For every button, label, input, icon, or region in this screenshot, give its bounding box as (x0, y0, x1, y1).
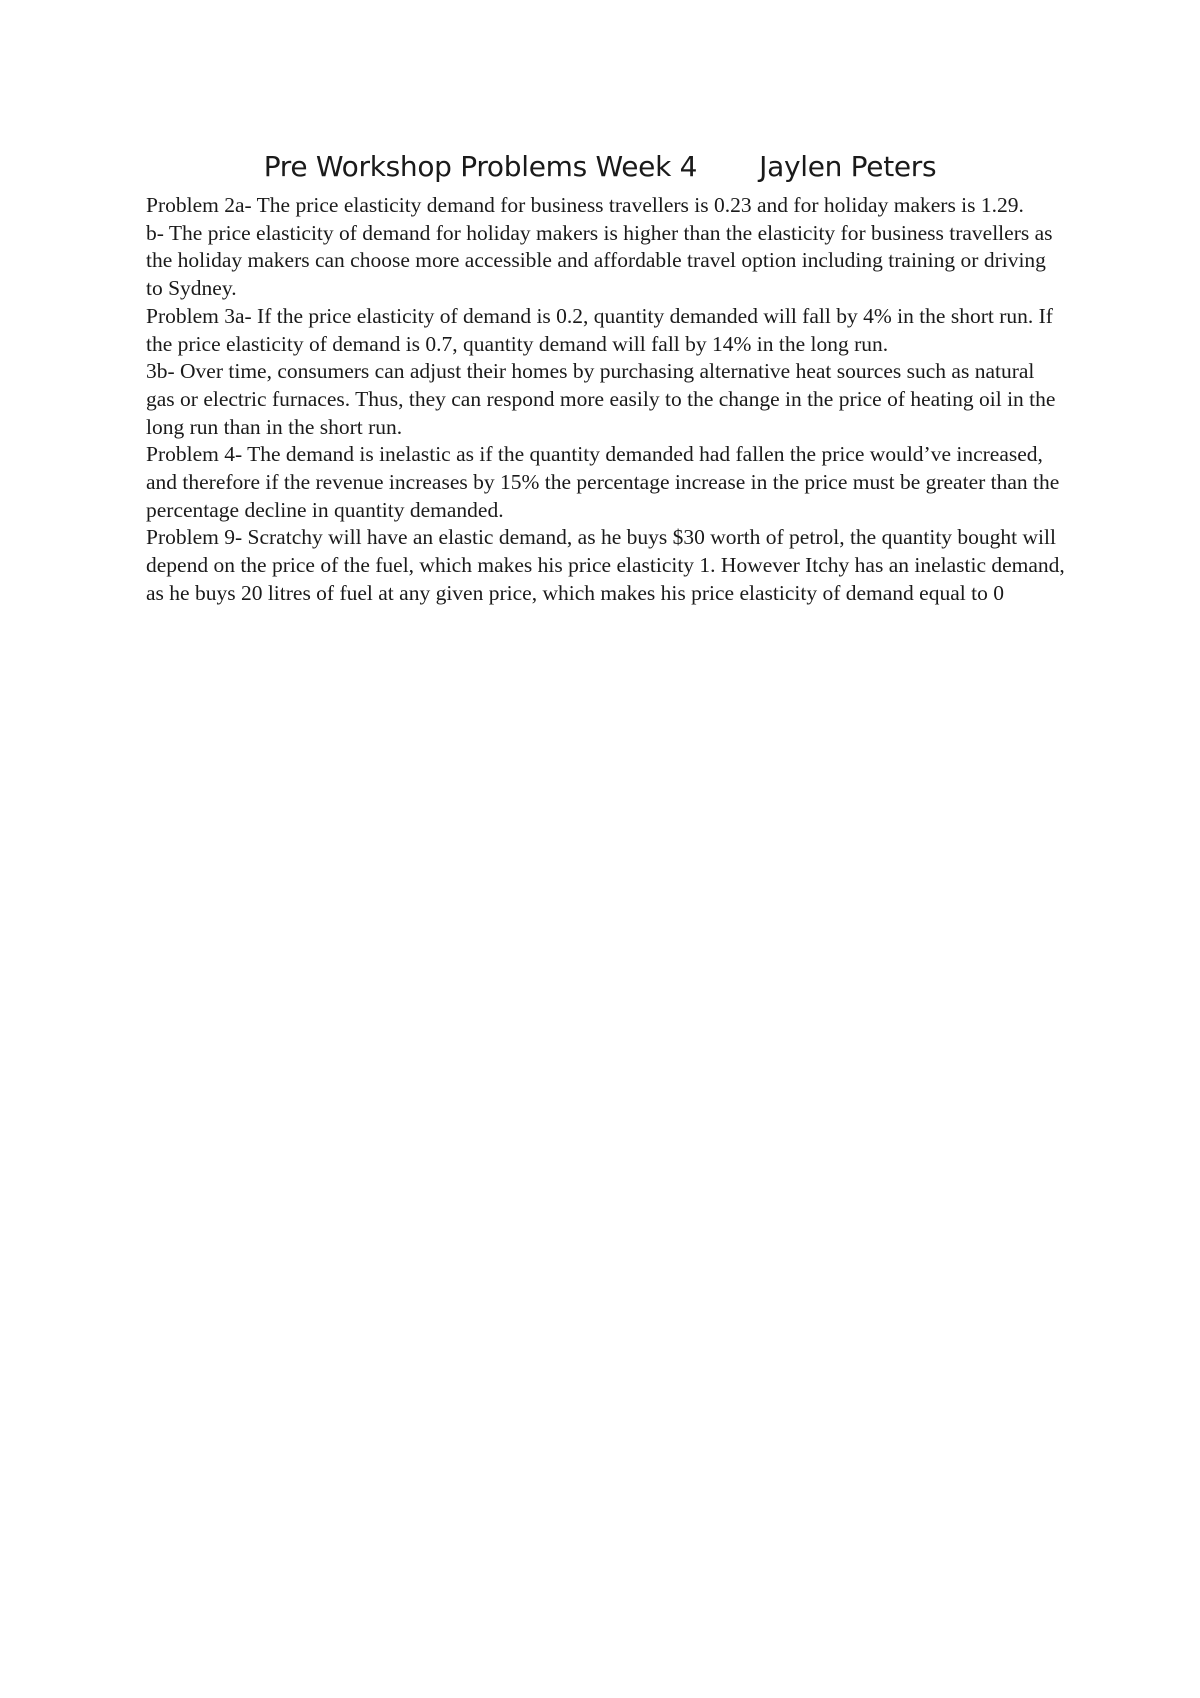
paragraph-problem-4: Problem 4- The demand is inelastic as if the quantity demanded had fallen the price would’ve increased, and therefore if the revenue increases by 15% the percentage increase in the price must be greater than the percentage decline in quantity demanded. (146, 442, 1060, 522)
author-name: Jaylen Peters (759, 150, 937, 183)
paragraph-problem-3b: 3b- Over time, consumers can adjust their homes by purchasing alternative heat sources such as natural gas or electric furnaces. Thus, they can respond more easily to the change in the price of heating oil in the long run than in the short run. (146, 359, 1056, 439)
paragraph-problem-3a: Problem 3a- If the price elasticity of demand is 0.2, quantity demanded will fall by 4% in the short run. If the price elasticity of demand is 0.7, quantity demand will fall by 14% in the long run. (146, 303, 1053, 356)
document-header (0, 150, 1200, 183)
paragraph-problem-2b: b- The price elasticity of demand for holiday makers is higher than the elasticity for business travellers as the holiday makers can choose more accessible and affordable travel option including training or driving to Sydney. (146, 220, 1053, 301)
document-body (146, 192, 1066, 608)
paragraph-problem-9: Problem 9- Scratchy will have an elastic demand, as he buys $30 worth of petrol, the quantity bought will depend on the price of the fuel, which makes his price elasticity 1. However Itchy has an inelastic demand, as he buys 20 litres of fuel at any given price, which makes his price elasticity of demand equal to 0 (146, 525, 1065, 605)
document-title: Pre Workshop Problems Week 4 (263, 150, 698, 183)
paragraph-problem-2a: Problem 2a- The price elasticity demand for business travellers is 0.23 and for holiday makers is 1.29. (146, 193, 1024, 217)
